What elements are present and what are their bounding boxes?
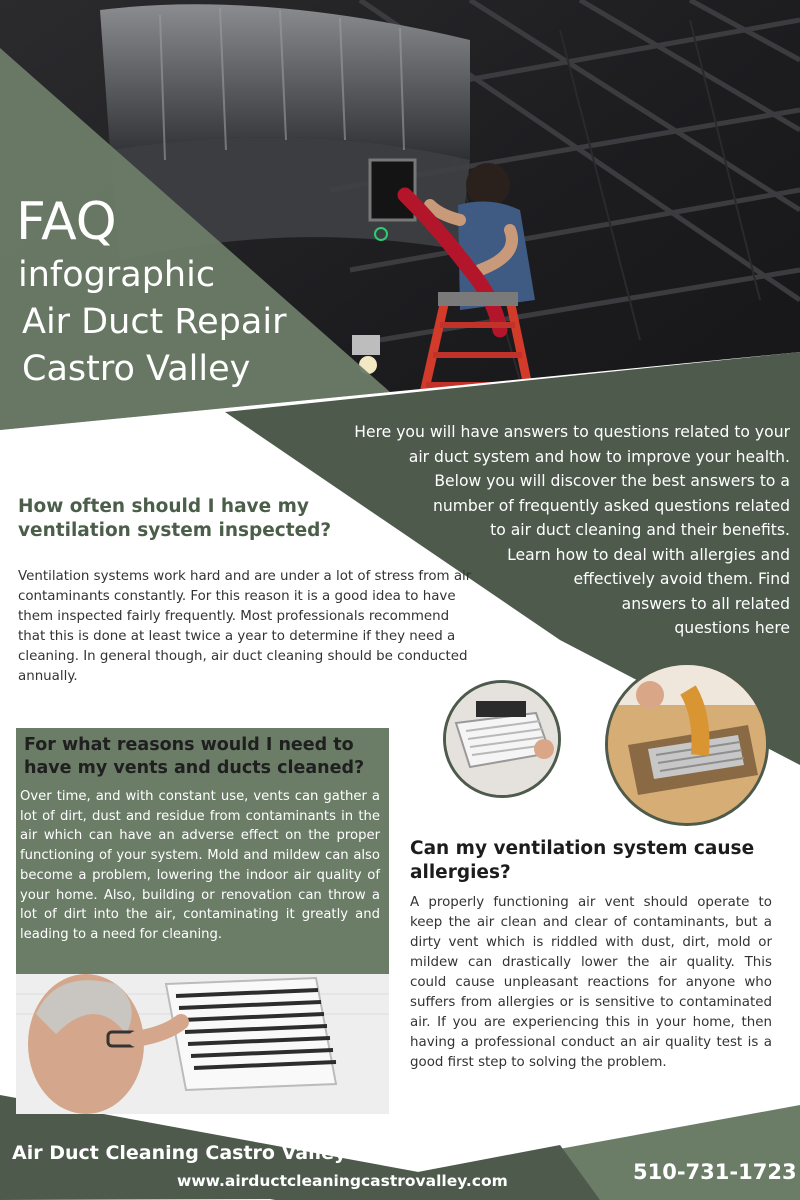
intro-line: Learn how to deal with allergies and xyxy=(507,545,790,564)
faq-3-question: Can my ventilation system cause allergies? xyxy=(410,838,755,883)
intro-line: effectively avoid them. Find xyxy=(573,570,790,588)
intro-line: air duct system and how to improve your health. xyxy=(408,447,790,466)
title-city: Castro Valley xyxy=(22,349,251,389)
footer-company-name: Air Duct Cleaning Castro Valley xyxy=(12,1142,347,1164)
intro-line: questions here xyxy=(674,619,790,637)
intro-line: Below you will discover the best answers to a xyxy=(434,472,790,490)
floor-vent-photo xyxy=(605,662,769,826)
floor-vent-icon xyxy=(608,665,766,823)
footer-phone-number[interactable]: 510-731-1723 xyxy=(633,1160,797,1184)
intro-line: number of frequently asked questions related xyxy=(432,496,790,515)
faq-2-answer: Over time, and with constant use, vents can gather a lot of dirt, dust and residue from contaminants in the air which can have an adverse effect on the proper functioning of your system. Mold and mildew can also become a problem, lowering the indoor air quality of your home. Also, building or renovation can throw a lot of dirt into the air, contaminating it greatly and leading to a need for cleaning. xyxy=(20,789,380,942)
title-faq: FAQ xyxy=(16,192,117,252)
vent-cover-photo xyxy=(443,680,561,798)
footer-website-link[interactable]: www.airductcleaningcastrovalley.com xyxy=(177,1172,508,1190)
title-service: Air Duct Repair xyxy=(22,302,287,342)
vent-cover-icon xyxy=(446,683,558,795)
faq-1-question: How often should I have my ventilation system inspected? xyxy=(18,496,332,541)
intro-line: answers to all related xyxy=(621,594,790,613)
faq-1-answer: Ventilation systems work hard and are under a lot of stress from air contaminants constantly. For this reason it is a good idea to have them inspected fairly frequently. Most professionals recommend that this is done at least twice a year to determine if they need a cleaning. In general though, air duct cleaning should be conducted annually. xyxy=(18,569,472,684)
intro-line: to air duct cleaning and their benefits. xyxy=(490,521,790,539)
intro-line: Here you will have answers to questions related to your xyxy=(354,423,790,441)
faq-2-question: For what reasons would I need to have my vents and ducts cleaned? xyxy=(24,735,365,778)
faq-3-answer: A properly functioning air vent should operate to keep the air clean and clear of contaminants, but a dirty vent which is riddled with dust, dirt, mold or mildew can drastically lower the air quality. This could cause unpleasant reactions for anyone who suffers from allergies or is sensitive to contaminated air. If you are experiencing this in your home, then having a professional conduct an air quality test is a good first step to solving the problem. xyxy=(410,895,772,1070)
title-infographic: infographic xyxy=(18,255,216,295)
man-inspecting-vent-photo xyxy=(16,974,389,1114)
